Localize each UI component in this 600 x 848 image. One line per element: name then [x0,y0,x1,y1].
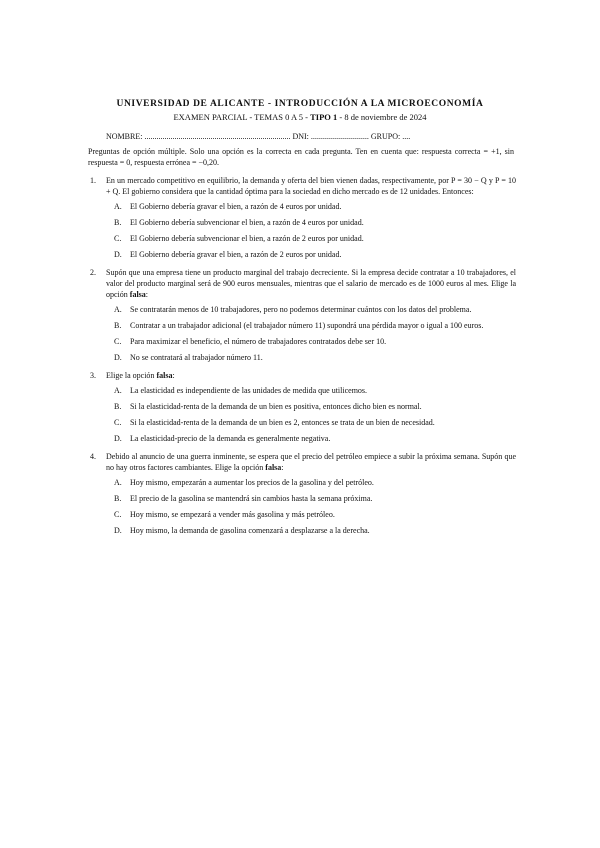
question-text-after: : [281,463,284,472]
option-text: Hoy mismo, se empezará a vender más gasolina y más petróleo. [130,510,335,519]
option-b [106,401,516,412]
student-fields-line: NOMBRE: ......................................................................... DNI: ............................. GRUPO: .... [106,132,411,141]
question-text-before: En un mercado competitivo en equilibrio, la demanda y oferta del bien vienen dadas, respectivamente, por P = 30 − Q y P = 10 + Q. El gobierno considera que la cantidad óptima para la sociedad en dicho mercado es de 12 unidades. Entonces: [106,176,516,196]
option-label: D. [114,250,122,259]
option-d [106,525,516,536]
question-number: 2. [90,268,96,277]
option-text: Para maximizar el beneficio, el número de trabajadores contratados debe ser 10. [130,337,387,346]
option-b [106,493,516,504]
option-c [106,417,516,428]
question-text-before: Elige la opción [106,371,157,380]
question-text-before: Debido al anuncio de una guerra inminente, se espera que el precio del petróleo empiece a subir la próxima semana. Supón que no hay otros factores cambiantes. Elige la opción [106,452,516,472]
option-list [106,477,516,536]
option-text: El Gobierno debería subvencionar el bien, a razón de 4 euros por unidad. [130,218,364,227]
instructions: Preguntas de opción múltiple. Solo una opción es la correcta en cada pregunta. Ten en cuenta que: respuesta correcta = +1, sin respuesta = 0, respuesta errónea = −0,20. [88,147,514,167]
option-text: Hoy mismo, empezarán a aumentar los precios de la gasolina y del petróleo. [130,478,374,487]
option-text: Contratar a un trabajador adicional (el trabajador número 11) supondrá una pérdida mayor o igual a 100 euros. [130,321,484,330]
question-number: 4. [90,452,96,461]
option-label: C. [114,510,122,519]
option-a [106,385,516,396]
question-1 [88,175,516,260]
option-label: C. [114,418,122,427]
exam-subtitle [0,112,600,123]
option-d [106,433,516,444]
question-text-bold: falsa [156,371,173,380]
option-label: B. [114,494,122,503]
option-list [106,201,516,260]
option-c [106,233,516,244]
option-label: A. [114,305,122,314]
question-text [106,451,516,473]
option-list [106,304,516,363]
question-number: 3. [90,371,96,380]
option-label: D. [114,353,122,362]
option-b [106,217,516,228]
option-label: A. [114,478,122,487]
option-label: A. [114,202,122,211]
question-3 [88,370,516,444]
option-label: D. [114,434,122,443]
option-text: La elasticidad es independiente de las unidades de medida que utilicemos. [130,386,368,395]
question-text-before: Supón que una empresa tiene un producto marginal del trabajo decreciente. Si la empresa decide contratar a 10 trabajadores, el valor del producto marginal será de 900 euros mensuales, mientras que el salario de mercado es de 1000 euros al mes. Elige la opción [106,268,516,299]
option-c [106,336,516,347]
question-text [106,370,516,381]
option-text: No se contratará al trabajador número 11. [130,353,263,362]
option-label: B. [114,218,122,227]
option-label: B. [114,402,122,411]
option-a [106,477,516,488]
university-title: UNIVERSIDAD DE ALICANTE - INTRODUCCIÓN A LA MICROECONOMÍA [116,99,484,109]
question-text-bold: falsa [129,290,146,299]
question-text-after: : [145,290,149,299]
question-number: 1. [90,176,96,185]
question-text [106,267,516,300]
option-label: C. [114,337,122,346]
exam-type: TIPO 1 [310,112,338,122]
option-d [106,352,516,363]
question-text-bold: falsa [265,463,282,472]
option-list [106,385,516,444]
question-2 [88,267,516,363]
option-text: El Gobierno debería subvencionar el bien, a razón de 2 euros por unidad. [130,234,364,243]
exam-date: - 8 de noviembre de 2024 [339,112,427,122]
option-label: B. [114,321,122,330]
question-list [88,175,516,543]
option-text: Se contratarán menos de 10 trabajadores, pero no podemos determinar cuántos con los datos del problema. [130,305,472,314]
option-c [106,509,516,520]
option-b [106,320,516,331]
option-label: C. [114,234,122,243]
option-d [106,249,516,260]
exam-header [0,98,600,123]
option-label: D. [114,526,122,535]
option-text: El precio de la gasolina se mantendrá sin cambios hasta la semana próxima. [130,494,373,503]
question-text-after: : [172,371,175,380]
option-text: La elasticidad-precio de la demanda es generalmente negativa. [130,434,331,443]
option-text: Hoy mismo, la demanda de gasolina comenzará a desplazarse a la derecha. [130,526,370,535]
question-text [106,175,516,197]
option-text: Si la elasticidad-renta de la demanda de un bien es positiva, entonces dicho bien es normal. [130,402,422,411]
exam-prefix: EXAMEN PARCIAL - TEMAS 0 A 5 - [173,112,308,122]
option-a [106,304,516,315]
question-4 [88,451,516,536]
option-text: El Gobierno debería gravar el bien, a razón de 4 euros por unidad. [130,202,342,211]
option-text: Si la elasticidad-renta de la demanda de un bien es 2, entonces se trata de un bien de necesidad. [130,418,435,427]
option-label: A. [114,386,122,395]
option-text: El Gobierno debería gravar el bien, a razón de 2 euros por unidad. [130,250,342,259]
option-a [106,201,516,212]
